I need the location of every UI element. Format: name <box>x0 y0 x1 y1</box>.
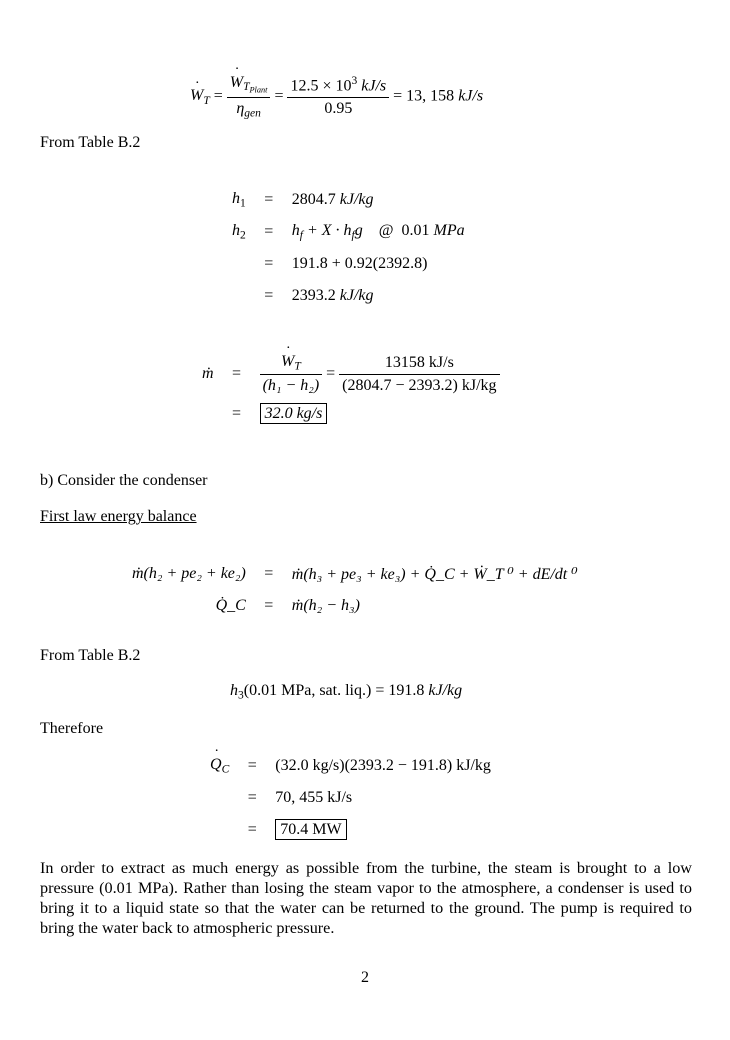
frac2-den: 0.95 <box>287 97 389 118</box>
frac-den-sub: gen <box>244 107 261 120</box>
h3-equation <box>230 682 462 701</box>
h2-value: 2393.2 <box>291 287 340 304</box>
enthalpy-row <box>226 216 471 248</box>
enthalpy-row <box>226 280 471 312</box>
qc-label: ˙ Q <box>210 756 222 774</box>
frac2-unit: kJ/s <box>357 77 387 95</box>
mf2-num: 13158 kJ/s <box>384 353 454 371</box>
h1-value: 2804.7 <box>291 191 340 208</box>
wt-result-unit: kJ/s <box>458 87 484 105</box>
equals: = <box>264 255 274 272</box>
mass-flow-fraction-values <box>339 354 499 395</box>
qc-sub: C <box>221 763 230 776</box>
h2-substitution: 191.8 + 0.92(2392.8) <box>291 255 428 272</box>
mf-num: ˙ W <box>281 353 294 371</box>
mf-num-sub: T <box>294 360 301 373</box>
h3-args: (0.01 MPa, sat. liq.) <box>243 682 372 699</box>
h1-sub: 1 <box>240 197 246 210</box>
heat-calculation: ˙ $Q_C$ = (32.0 kg/s)(2393.2 − 191.8) kJ/kg = 70, 455 kJ/s = 70.4 MW <box>204 750 497 846</box>
mass-flow-result-box: 32.0 kg/s <box>260 403 328 424</box>
mf-den: (h₁ − h₂) <box>260 374 323 395</box>
h2-unit: kJ/kg <box>339 287 374 304</box>
frac2-exp: 3 <box>351 75 358 88</box>
energy-balance-equations: ṁ(h₂ + pe₂ + ke₂) = ṁ(h₃ + pe₃ + ke₃) + Q̇_C + Ẇ_T ⁰ + dE/dt ⁰ Q̇_C = ṁ(h₂ − h₃) <box>126 558 584 622</box>
heat-condenser-expression: ṁ(h₂ − h₃) <box>291 597 360 614</box>
part-b-heading: b) Consider the condenser <box>40 472 208 489</box>
fraction-values <box>287 75 389 118</box>
explanation-paragraph: In order to extract as much energy as possible from the turbine, the steam is brought to a low pressure (0.01 MPa). Rather than losing the steam vapor to the atmosphere, a condenser is used to bring it to a liquid state so that the water can be returned to the ground. The pump is required to bring the water back to atmospheric pressure. <box>40 859 692 937</box>
page-number: 2 <box>361 969 369 986</box>
equals: = <box>264 287 274 304</box>
frac-num: ˙ W <box>230 74 243 92</box>
h2-sub: 2 <box>240 229 246 242</box>
mass-flow-equation: ṁ = ˙ $\frac{W_T}{\text{(h₁ − h₂)}}$ = $\frac{13158 kJ/s}{(2804.7 - 2393.2) kJ/kg}$ = 32.0 kg/s <box>196 350 506 430</box>
h2-label: h <box>232 222 240 240</box>
enthalpy-row <box>226 184 471 216</box>
from-table-label-1: From Table B.2 <box>40 134 141 151</box>
mf2-den: (2804.7 − 2393.2) kJ/kg <box>339 374 499 395</box>
heat-condenser-label: Q̇_C <box>215 597 246 614</box>
energy-balance-lhs: ṁ(h₂ + pe₂ + ke₂) <box>132 565 246 582</box>
frac2-num: 12.5 × 10 <box>290 77 352 95</box>
wt-lhs: ˙ W <box>190 87 203 105</box>
h3-value: = 191.8 <box>375 682 429 699</box>
enthalpy-row <box>226 248 471 280</box>
frac-den: η <box>236 99 245 117</box>
h3-unit: kJ/kg <box>428 682 463 699</box>
therefore-label: Therefore <box>40 720 104 737</box>
mass-flow-fraction-symbolic <box>260 353 323 395</box>
frac-num-subsub: Plant <box>249 85 268 95</box>
h1-unit: kJ/kg <box>339 191 374 208</box>
from-table-label-2: From Table B.2 <box>40 647 141 664</box>
frac-num-sub: T <box>243 81 250 94</box>
equals: = <box>264 191 274 208</box>
qc-result-box: 70.4 MW <box>275 819 346 840</box>
equation-turbine-work: ˙ $W_T$ = ˙ $\frac{W_{T_{Plant}}}{\eta_{gen}}$ = $\frac{12.5 \times 10^3 kJ/s}{0.95}$ = 13, 158 kJ/s <box>190 74 483 119</box>
qc-kjs-value: 70, 455 kJ/s <box>275 789 353 806</box>
h3-sub: 3 <box>238 689 244 702</box>
mdot-label: ṁ <box>202 365 214 382</box>
enthalpy-equations <box>226 184 471 312</box>
h1-label: h <box>232 190 240 208</box>
energy-balance-rhs: ṁ(h₃ + pe₃ + ke₃) + Q̇_C + Ẇ_T ⁰ + dE/dt ⁰ <box>291 566 578 583</box>
first-law-heading: First law energy balance <box>40 508 197 525</box>
equals: = <box>264 223 274 240</box>
wt-lhs-sub: T <box>203 94 210 107</box>
h2-expression: $h_f + X \cdot h_fg$ @ 0.01 MPa <box>291 222 465 242</box>
h3-label: h <box>230 682 238 699</box>
qc-substitution: (32.0 kg/s)(2393.2 − 191.8) kJ/kg <box>275 757 491 774</box>
fraction-plant-over-gen <box>227 74 271 119</box>
wt-result: = 13, 158 <box>393 87 459 105</box>
